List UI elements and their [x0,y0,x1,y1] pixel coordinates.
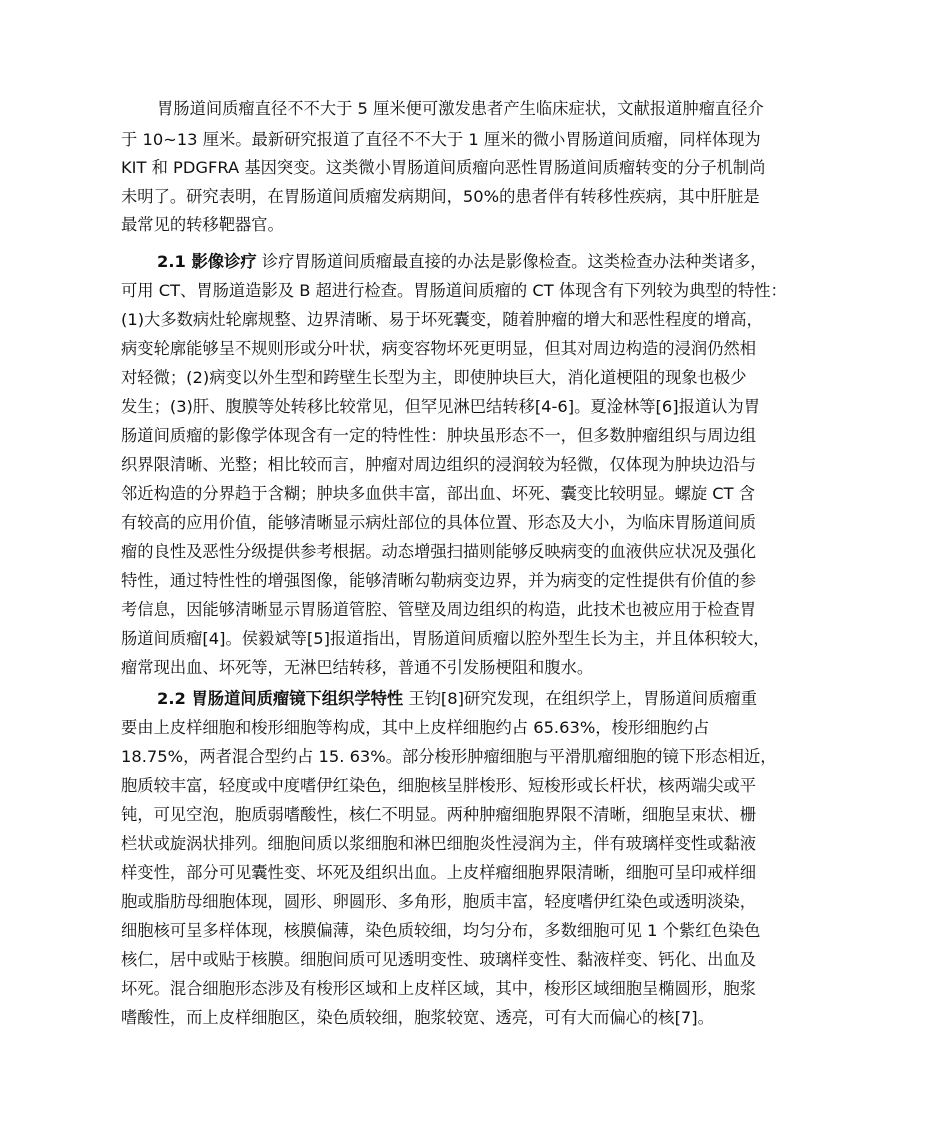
text-line: 织界限清晰、光整；相比较而言，肿瘤对周边组织的浸润较为轻微，仅体现为肿块边沿与 [121,455,756,474]
text-line: 胃肠道间质瘤直径不不大于 5 厘米便可激发患者产生临床症状，文献报道肿瘤直径介 [157,99,764,118]
text-line: 细胞核可呈多样体现，核膜偏薄，染色质较细，均匀分布，多数细胞可见 1 个紫红色染色 [121,921,761,940]
section-first-line [157,247,767,276]
text-line: 于 10~13 厘米。最新研究报道了直径不不大于 1 厘米的微小胃肠道间质瘤，同样体现为 [121,130,761,149]
text-line: 胞质较丰富，轻度或中度嗜伊红染色，细胞核呈胖梭形、短梭形或长杆状，核两端尖或平 [121,776,756,795]
text-line: 邻近构造的分界趋于含糊；肿块多血供丰富，部出血、坏死、囊变比较明显。螺旋 CT 含 [121,484,756,503]
text-run: 王钧[8]研究发现，在组织学上，胃肠道间质瘤重 [403,689,758,708]
section-first-line [157,684,757,713]
text-line: 可用 CT、胃肠道造影及 B 超进行检查。胃肠道间质瘤的 CT 体现含有下列较为典型的特性： [121,281,787,300]
text-line: 瘤常现出血、坏死等，无淋巴结转移，普通不引发肠梗阻和腹水。 [121,658,594,677]
text-line: 18.75%，两者混合型约占 15. 63%。部分梭形肿瘤细胞与平滑肌瘤细胞的镜下形态相近， [121,747,777,766]
text-run: 诊疗胃肠道间质瘤最直接的办法是影像检查。这类检查办法种类诸多， [256,252,767,271]
text-line: 要由上皮样细胞和梭形细胞等构成，其中上皮样细胞约占 65.63%，梭形细胞约占 [121,718,710,737]
text-line: KIT 和 PDGFRA 基因突变。这类微小胃肠道间质瘤向恶性胃肠道间质瘤转变的分子机制尚 [121,158,766,177]
text-line: 未明了。研究表明，在胃肠道间质瘤发病期间，50%的患者伴有转移性疾病，其中肝脏是 [121,187,760,206]
text-line: 最常见的转移靶器官。 [121,215,284,234]
section-heading: 2.1 影像诊疗 [157,252,257,271]
text-line: 胞或脂肪母细胞体现，圆形、卵圆形、多角形，胞质丰富，轻度嗜伊红染色或透明淡染， [121,892,756,911]
section-heading: 2.2 胃肠道间质瘤镜下组织学特性 [157,689,404,708]
text-line: 坏死。混合细胞形态涉及有梭形区域和上皮样区域，其中，梭形区域细胞呈椭圆形，胞浆 [121,979,756,998]
text-line: 考信息，因能够清晰显示胃肠道管腔、管壁及周边组织的构造，此技术也被应用于检查胃 [121,600,756,619]
text-line: (1)大多数病灶轮廓规整、边界清晰、易于坏死囊变，随着肿瘤的增大和恶性程度的增高， [121,310,763,329]
text-line: 栏状或旋涡状排列。细胞间质以浆细胞和淋巴细胞炎性浸润为主，伴有玻璃样变性或黏液 [121,834,756,853]
text-line: 病变轮廓能够呈不规则形或分叶状，病变容物坏死更明显，但其对周边构造的浸润仍然相 [121,339,756,358]
text-line: 样变性，部分可见囊性变、坏死及组织出血。上皮样瘤细胞界限清晰，细胞可呈印戒样细 [121,863,756,882]
text-line: 肠道间质瘤[4]。侯毅斌等[5]报道指出，胃肠道间质瘤以腔外型生长为主，并且体积较大， [121,629,770,648]
text-line: 核仁，居中或贴于核膜。细胞间质可见透明变性、玻璃样变性、黏液样变、钙化、出血及 [121,950,756,969]
text-line: 钝，可见空泡，胞质弱嗜酸性，核仁不明显。两种肿瘤细胞界限不清晰，细胞呈束状、栅 [121,805,756,824]
text-line: 肠道间质瘤的影像学体现含有一定的特性性：肿块虽形态不一，但多数肿瘤组织与周边组 [121,426,756,445]
text-line: 瘤的良性及恶性分级提供参考根据。动态增强扫描则能够反映病变的血液供应状况及强化 [121,542,756,561]
text-line: 有较高的应用价值，能够清晰显示病灶部位的具体位置、形态及大小，为临床胃肠道间质 [121,513,756,532]
text-line: 发生；(3)肝、腹膜等处转移比较常见，但罕见淋巴结转移[4-6]。夏淦林等[6]报道认为胃 [121,397,760,416]
text-line: 特性，通过特性性的增强图像，能够清晰勾勒病变边界，并为病变的定性提供有价值的参 [121,571,756,590]
text-line: 对轻微；(2)病变以外生型和跨壁生长型为主，即使肿块巨大，消化道梗阻的现象也极少 [121,368,747,387]
text-line: 嗜酸性，而上皮样细胞区，染色质较细，胞浆较宽、透亮，可有大而偏心的核[7]。 [121,1008,714,1027]
